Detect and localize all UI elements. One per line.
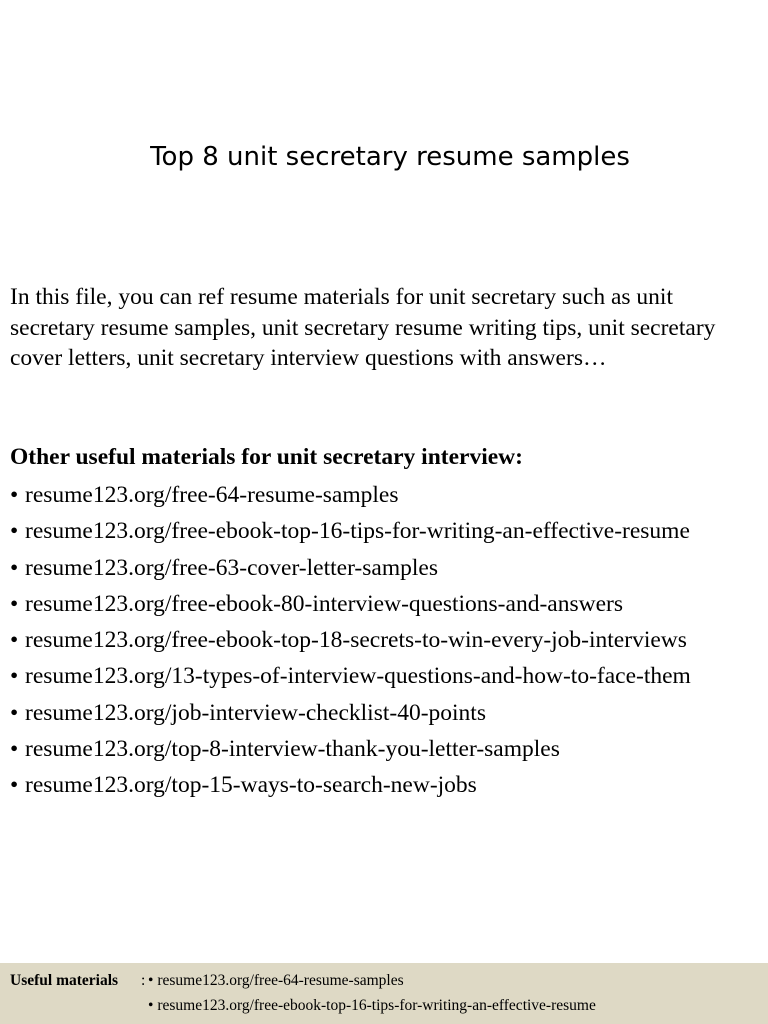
bullet-glyph: • xyxy=(10,482,19,508)
link-text[interactable]: resume123.org/job-interview-checklist-40-points xyxy=(25,699,486,726)
bullet-glyph: • xyxy=(10,590,19,617)
list-item[interactable] xyxy=(10,589,691,625)
footer-links xyxy=(148,972,596,1022)
list-item[interactable] xyxy=(10,661,691,697)
footer-link-text[interactable]: resume123.org/free-64-resume-samples xyxy=(157,972,404,989)
list-item[interactable] xyxy=(10,553,691,589)
bullet-glyph: • xyxy=(148,972,154,989)
page-title: Top 8 unit secretary resume samples xyxy=(150,142,630,172)
bullet-glyph: • xyxy=(148,997,154,1014)
link-text[interactable]: resume123.org/top-8-interview-thank-you-letter-samples xyxy=(25,736,560,763)
link-text[interactable]: resume123.org/free-ebook-top-18-secrets-to-win-every-job-interviews xyxy=(25,627,687,654)
materials-list xyxy=(10,480,691,807)
intro-paragraph: In this file, you can ref resume materials for unit secretary such as unit secretary resume samples, unit secretary resume writing tips, unit secretary cover letters, unit secretary interview questions with answers… xyxy=(10,284,716,371)
link-text[interactable]: resume123.org/free-63-cover-letter-samples xyxy=(25,554,438,581)
link-text[interactable]: resume123.org/free-ebook-80-interview-questions-and-answers xyxy=(25,590,623,617)
footer-link-item[interactable] xyxy=(148,972,596,997)
bullet-glyph: • xyxy=(10,699,19,726)
footer-link-item[interactable] xyxy=(148,997,596,1022)
list-item[interactable] xyxy=(10,734,691,770)
list-item[interactable] xyxy=(10,770,691,806)
bullet-glyph: • xyxy=(10,663,19,690)
bullet-glyph: • xyxy=(10,627,19,654)
footer-bar xyxy=(0,963,768,1024)
footer-link-text[interactable]: resume123.org/free-ebook-top-16-tips-for-writing-an-effective-resume xyxy=(157,997,596,1014)
list-item[interactable] xyxy=(10,698,691,734)
list-item[interactable] xyxy=(10,516,691,552)
link-text[interactable]: resume123.org/free-64-resume-samples xyxy=(25,482,399,508)
bullet-glyph: • xyxy=(10,736,19,763)
list-item[interactable] xyxy=(10,625,691,661)
footer-label: Useful materials xyxy=(10,972,119,989)
bullet-glyph: • xyxy=(10,518,19,545)
bullet-glyph: • xyxy=(10,772,19,799)
link-text[interactable]: resume123.org/top-15-ways-to-search-new-jobs xyxy=(25,772,477,799)
link-text[interactable]: resume123.org/free-ebook-top-16-tips-for-writing-an-effective-resume xyxy=(25,518,690,545)
link-text[interactable]: resume123.org/13-types-of-interview-questions-and-how-to-face-them xyxy=(25,663,691,690)
materials-heading: Other useful materials for unit secretary interview: xyxy=(10,444,523,470)
footer-colon: : xyxy=(141,972,146,989)
bullet-glyph: • xyxy=(10,554,19,581)
list-item[interactable] xyxy=(10,480,691,516)
